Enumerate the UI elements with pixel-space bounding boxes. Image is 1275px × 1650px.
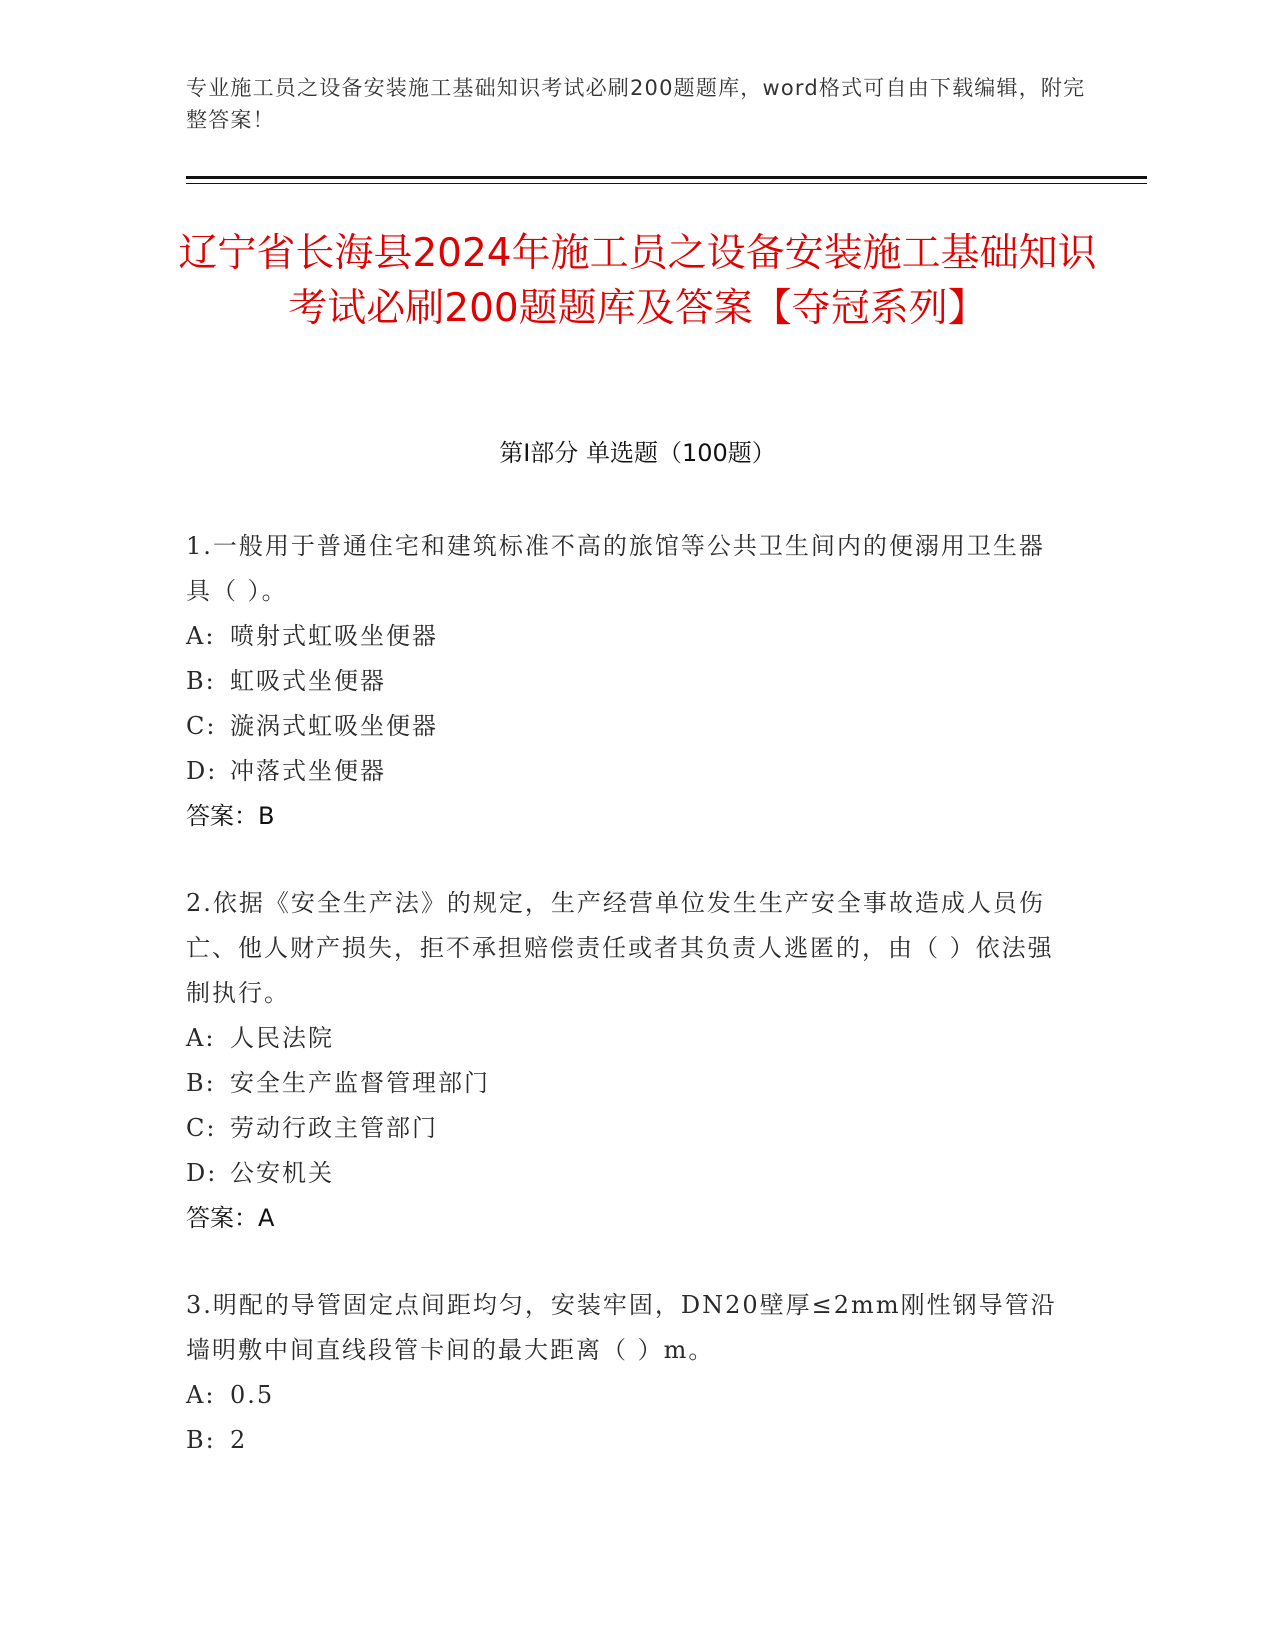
option-key: A:: [186, 622, 216, 650]
question-2: [186, 881, 1066, 1241]
option-key: B:: [186, 1069, 216, 1097]
option-text: 公安机关: [230, 1159, 334, 1187]
option-key: A:: [186, 1024, 216, 1052]
option-a: [186, 614, 1066, 659]
option-text: 2: [230, 1426, 248, 1454]
header-note: 专业施工员之设备安装施工基础知识考试必刷200题题库，word格式可自由下载编辑，附完整答案！: [186, 76, 1086, 132]
option-key: D:: [186, 757, 218, 785]
option-c: [186, 704, 1066, 749]
option-key: C:: [186, 1114, 217, 1142]
header-rule-thin: [186, 183, 1147, 184]
answer: 答案：B: [186, 802, 275, 830]
answer: 答案：A: [186, 1204, 275, 1232]
option-text: 冲落式坐便器: [230, 757, 386, 785]
option-key: A:: [186, 1381, 216, 1409]
question-stem: 2.依据《安全生产法》的规定，生产经营单位发生生产安全事故造成人员伤亡、他人财产损失，拒不承担赔偿责任或者其负责人逃匿的，由（ ）依法强制执行。: [186, 889, 1054, 1007]
option-b: [186, 1418, 1066, 1463]
option-b: [186, 659, 1066, 704]
option-text: 漩涡式虹吸坐便器: [230, 712, 438, 740]
option-text: 虹吸式坐便器: [230, 667, 386, 695]
option-d: [186, 749, 1066, 794]
option-d: [186, 1151, 1066, 1196]
option-key: C:: [186, 712, 217, 740]
section-heading: 第I部分 单选题（100题）: [499, 439, 776, 467]
question-3: [186, 1283, 1066, 1463]
document-title: 辽宁省长海县2024年施工员之设备安装施工基础知识考试必刷200题题库及答案【夺冠系列】: [178, 231, 1097, 331]
question-list: [186, 524, 1066, 1505]
question-stem: 3.明配的导管固定点间距均匀，安装牢固，DN20壁厚≤2mm刚性钢导管沿墙明敷中间直线段管卡间的最大距离（ ）m。: [186, 1291, 1057, 1364]
question-stem: 1.一般用于普通住宅和建筑标准不高的旅馆等公共卫生间内的便溺用卫生器具（ ）。: [186, 532, 1045, 605]
header-rule-thick: [186, 176, 1147, 179]
option-text: 0.5: [230, 1381, 275, 1409]
option-key: B:: [186, 1426, 216, 1454]
option-text: 劳动行政主管部门: [230, 1114, 438, 1142]
option-key: B:: [186, 667, 216, 695]
option-a: [186, 1016, 1066, 1061]
option-a: [186, 1373, 1066, 1418]
option-text: 喷射式虹吸坐便器: [230, 622, 438, 650]
option-text: 安全生产监督管理部门: [230, 1069, 490, 1097]
option-c: [186, 1106, 1066, 1151]
question-1: [186, 524, 1066, 839]
option-text: 人民法院: [230, 1024, 334, 1052]
option-key: D:: [186, 1159, 218, 1187]
option-b: [186, 1061, 1066, 1106]
